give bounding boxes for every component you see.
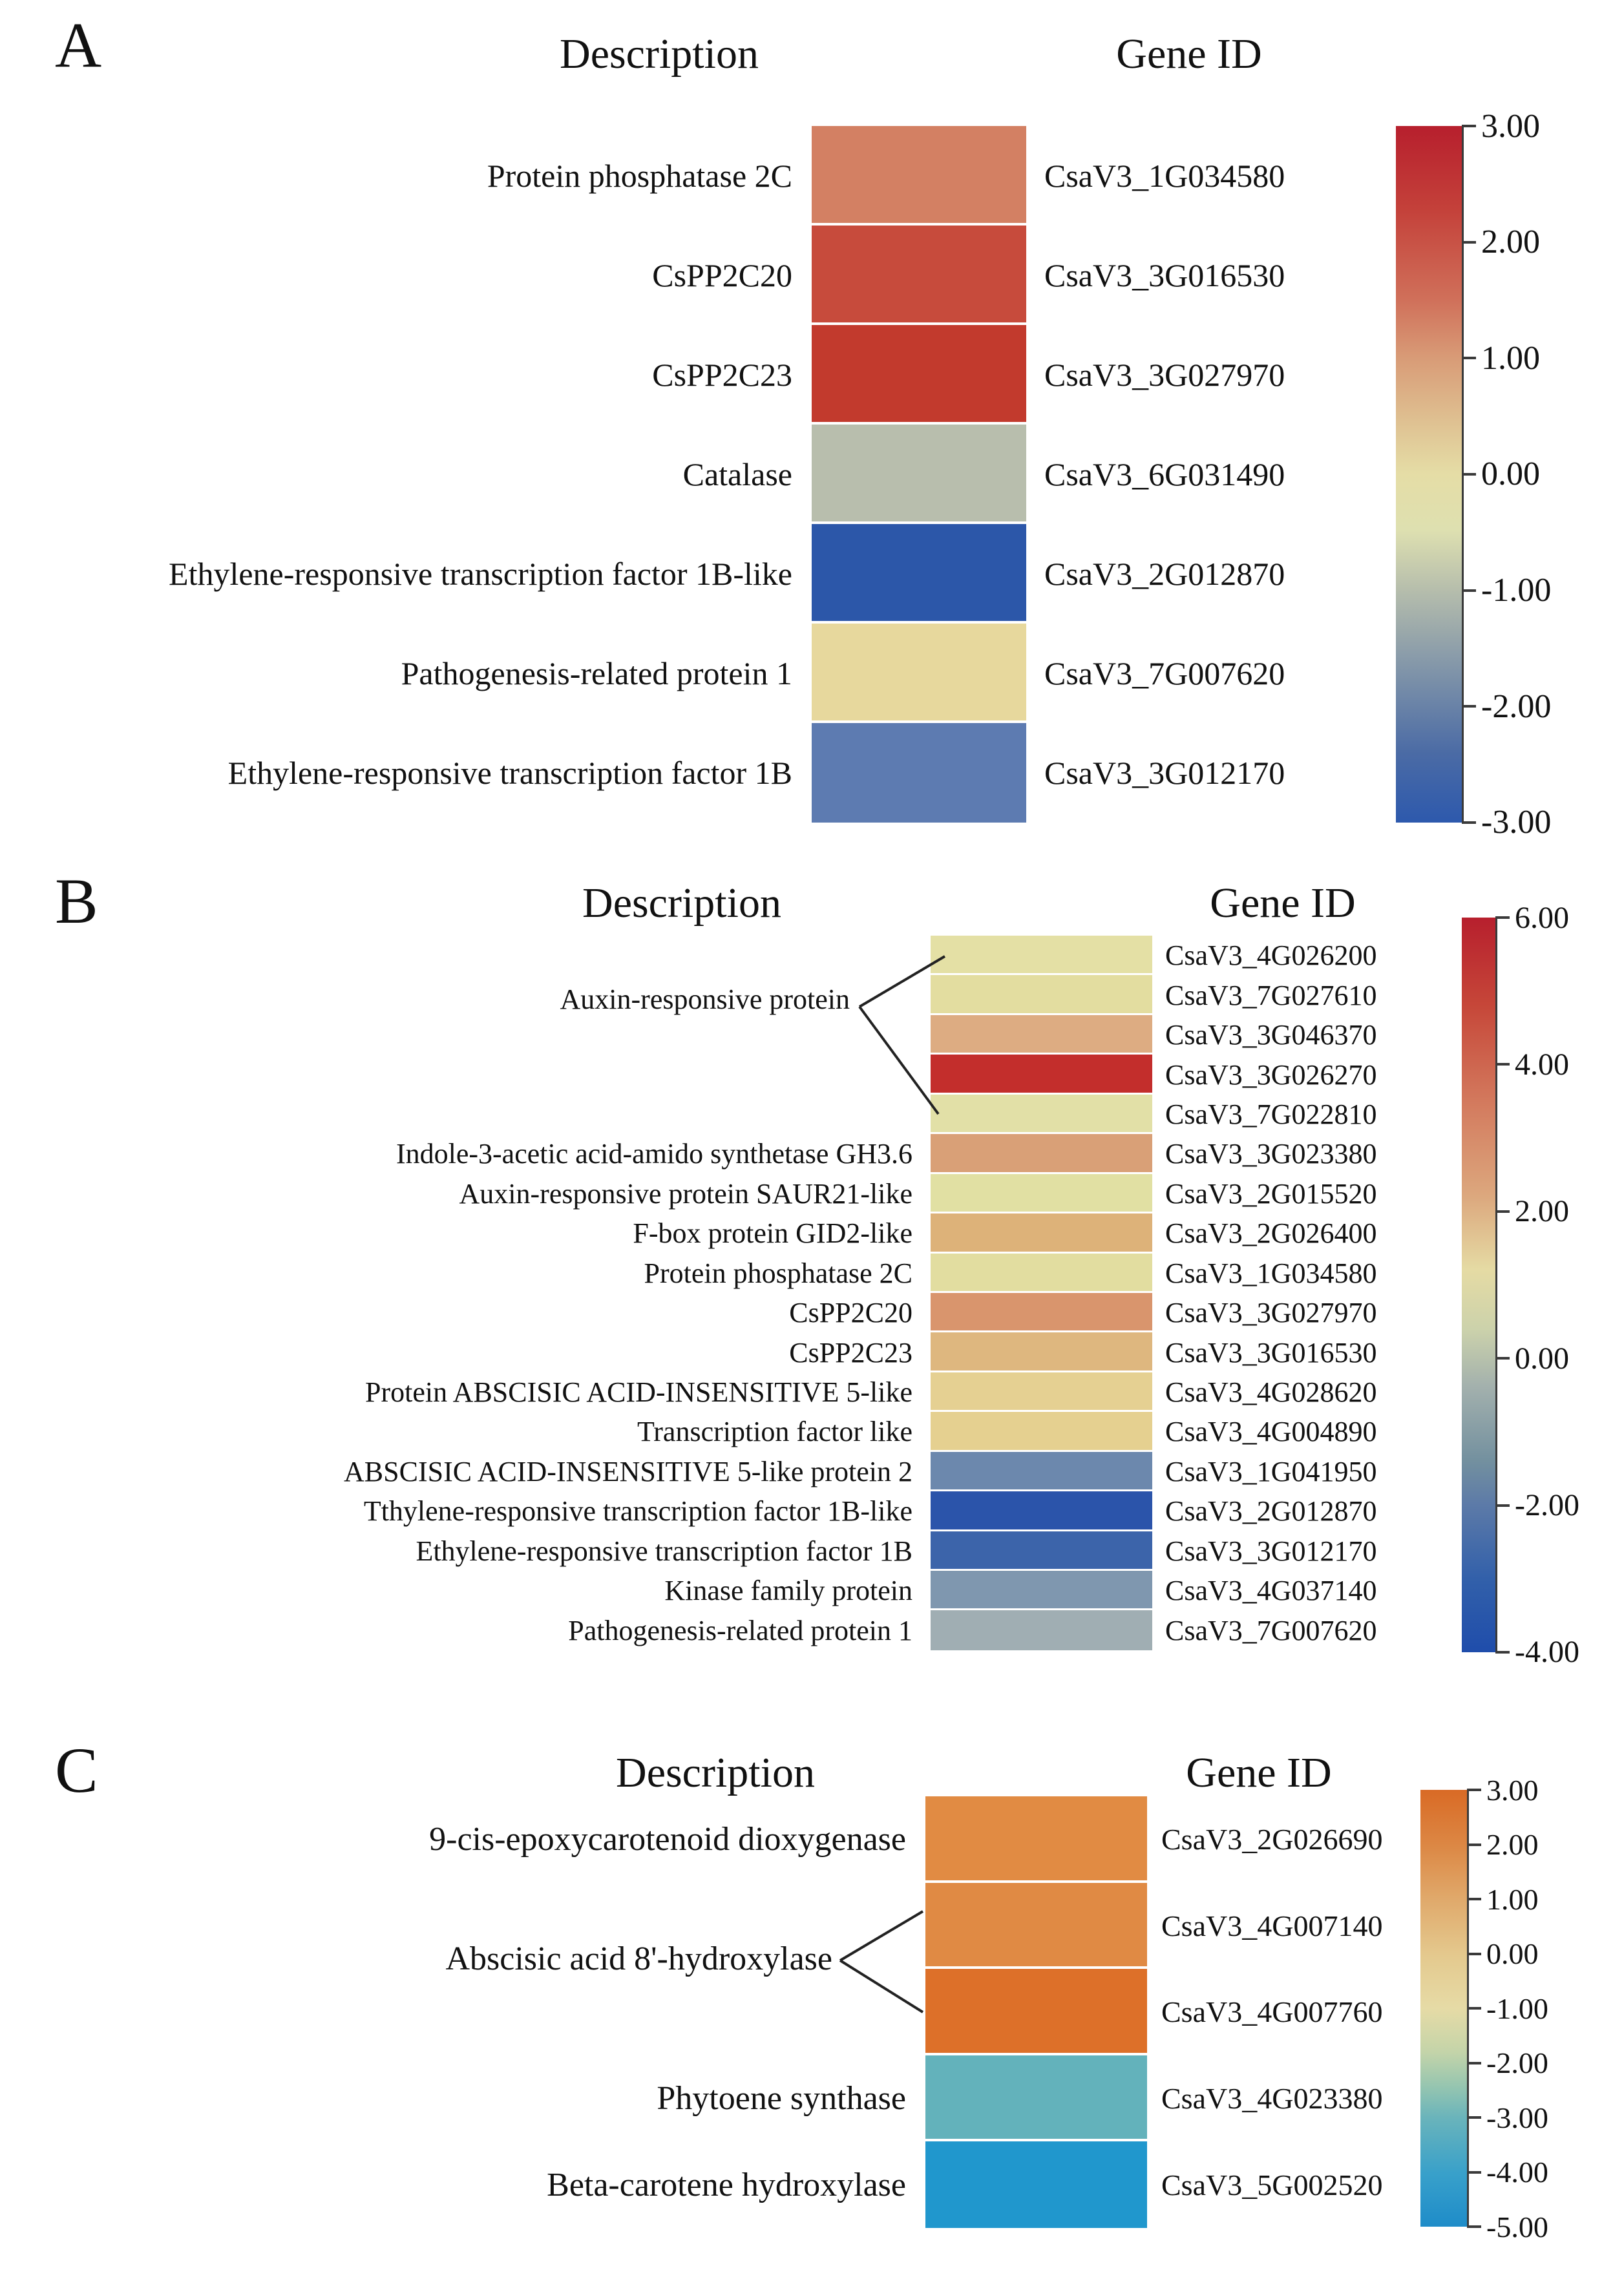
heatmap-row — [0, 1969, 1415, 2055]
panel-c-letter: C — [55, 1734, 98, 1806]
tick-mark — [1495, 916, 1510, 919]
row-description: Protein phosphatase 2C — [644, 1257, 912, 1289]
row-description: Beta-carotene hydroxylase — [547, 2166, 906, 2203]
row-gene-id: CsaV3_7G022810 — [1165, 1098, 1377, 1130]
panel-b-letter: B — [55, 865, 98, 937]
row-gene-id: CsaV3_3G016530 — [1165, 1336, 1377, 1369]
tick-mark — [1467, 2007, 1481, 2010]
heatmap-row — [0, 1134, 1454, 1173]
row-gene-id: CsaV3_4G028620 — [1165, 1376, 1377, 1409]
description-header: Description — [582, 879, 781, 927]
group-bracket-lines — [835, 1901, 927, 2017]
tick-mark — [1467, 1844, 1481, 1846]
row-gene-id: CsaV3_3G046370 — [1165, 1019, 1377, 1051]
tick-label: 2.00 — [1515, 1194, 1569, 1229]
heatmap-row — [0, 936, 1454, 975]
tick-mark — [1467, 1789, 1481, 1791]
row-gene-id: CsaV3_4G023380 — [1161, 2082, 1383, 2116]
heatmap-cell — [931, 1254, 1152, 1293]
row-description: ABSCISIC ACID-INSENSITIVE 5-like protein 2 — [344, 1455, 912, 1487]
tick-mark — [1495, 1210, 1510, 1213]
row-description: CsPP2C20 — [789, 1297, 912, 1329]
tick-label: -2.00 — [1515, 1488, 1579, 1523]
heatmap-cell — [812, 624, 1026, 723]
tick-label: -3.00 — [1481, 804, 1552, 841]
tick-mark — [1467, 2171, 1481, 2174]
row-description: Ethylene-responsive transcription factor 1B — [416, 1535, 912, 1567]
heatmap-row — [0, 226, 1389, 325]
row-gene-id: CsaV3_3G016530 — [1044, 257, 1285, 293]
row-gene-id: CsaV3_1G034580 — [1165, 1257, 1377, 1289]
tick-label: 3.00 — [1486, 1773, 1539, 1807]
row-gene-id: CsaV3_3G027970 — [1044, 357, 1285, 393]
tick-mark — [1462, 821, 1476, 824]
heatmap-cell — [925, 1883, 1147, 1970]
heatmap-row — [0, 1213, 1454, 1253]
row-gene-id: CsaV3_4G037140 — [1165, 1575, 1377, 1607]
row-description: Protein ABSCISIC ACID-INSENSITIVE 5-like — [365, 1376, 912, 1409]
tick-label: -1.00 — [1481, 572, 1552, 609]
tick-mark — [1467, 2225, 1481, 2228]
tick-label: 0.00 — [1486, 1937, 1539, 1970]
tick-mark — [1462, 473, 1476, 476]
colorbar-b — [1462, 900, 1623, 1670]
heatmap-cell — [925, 1969, 1147, 2055]
tick-label: -5.00 — [1486, 2210, 1548, 2243]
row-description: Pathogenesis-related protein 1 — [401, 655, 792, 691]
tick-label: 2.00 — [1486, 1828, 1539, 1861]
tick-label: -2.00 — [1481, 688, 1552, 725]
heatmap-cell — [931, 975, 1152, 1014]
description-header: Description — [616, 1749, 815, 1796]
heatmap-row — [0, 624, 1389, 723]
tick-mark — [1462, 241, 1476, 244]
tick-label: -4.00 — [1486, 2156, 1548, 2189]
row-description: CsPP2C23 — [652, 357, 792, 393]
tick-label: 6.00 — [1515, 900, 1569, 935]
gene-id-header: Gene ID — [1116, 30, 1262, 78]
heatmap-cell — [931, 1055, 1152, 1094]
tick-label: 2.00 — [1481, 224, 1540, 261]
tick-mark — [1467, 1898, 1481, 1900]
tick-mark — [1467, 2116, 1481, 2119]
heatmap-row — [0, 1174, 1454, 1213]
row-gene-id: CsaV3_3G012170 — [1165, 1535, 1377, 1567]
row-description: Indole-3-acetic acid-amido synthetase GH3.6 — [395, 1138, 912, 1170]
row-description: F-box protein GID2-like — [633, 1217, 912, 1250]
tick-mark — [1462, 589, 1476, 592]
heatmap-row — [0, 2055, 1415, 2142]
row-gene-id: CsaV3_4G004890 — [1165, 1416, 1377, 1448]
colorbar-a — [1396, 107, 1609, 841]
heatmap-cell — [931, 1452, 1152, 1491]
heatmap-cell — [925, 1796, 1147, 1883]
heatmap-row — [0, 1610, 1454, 1650]
tick-mark — [1495, 1504, 1510, 1507]
heatmap-cell — [931, 1531, 1152, 1571]
heatmap-row — [0, 1015, 1454, 1055]
heatmap-cell — [931, 1134, 1152, 1173]
heatmap-row — [0, 1571, 1454, 1610]
heatmap-cell — [931, 1610, 1152, 1650]
heatmap-row — [0, 1293, 1454, 1332]
heatmap-cell — [931, 1015, 1152, 1055]
heatmap-row — [0, 2141, 1415, 2228]
heatmap-cell — [931, 1174, 1152, 1213]
row-gene-id: CsaV3_4G026200 — [1165, 940, 1377, 972]
row-description: Catalase — [682, 456, 792, 492]
heatmap-cell — [812, 723, 1026, 823]
row-description: Ethylene-responsive transcription factor 1B — [227, 755, 792, 791]
row-gene-id: CsaV3_2G012870 — [1044, 556, 1285, 592]
heatmap-row — [0, 1452, 1454, 1491]
row-gene-id: CsaV3_3G023380 — [1165, 1138, 1377, 1170]
heatmap-row — [0, 723, 1389, 823]
tick-label: 0.00 — [1515, 1341, 1569, 1376]
tick-mark — [1462, 357, 1476, 359]
heatmap-rows-b — [0, 936, 1454, 1650]
row-description: Auxin-responsive protein SAUR21-like — [459, 1177, 912, 1210]
colorbar-gradient — [1396, 126, 1464, 823]
colorbar-ticks — [1467, 1773, 1548, 2243]
row-gene-id: CsaV3_6G031490 — [1044, 456, 1285, 492]
heatmap-cell — [812, 524, 1026, 624]
heatmap-cell — [925, 2055, 1147, 2142]
heatmap-cell — [931, 1213, 1152, 1253]
heatmap-rows-a — [0, 126, 1389, 823]
heatmap-row — [0, 325, 1389, 425]
heatmap-cell — [931, 1095, 1152, 1134]
tick-mark — [1467, 2062, 1481, 2064]
row-gene-id: CsaV3_1G041950 — [1165, 1455, 1377, 1487]
heatmap-cell — [812, 126, 1026, 226]
heatmap-row — [0, 524, 1389, 624]
colorbar-ticks — [1495, 900, 1579, 1670]
group-bracket-label: Auxin-responsive protein — [560, 983, 850, 1015]
heatmap-row — [0, 1254, 1454, 1293]
tick-label: -1.00 — [1486, 1991, 1548, 2025]
heatmap-row — [0, 1372, 1454, 1412]
heatmap-row — [0, 1095, 1454, 1134]
heatmap-cell — [931, 1293, 1152, 1332]
heatmap-cell — [931, 936, 1152, 975]
colorbar-c — [1420, 1773, 1621, 2243]
heatmap-cell — [925, 2141, 1147, 2228]
colorbar-gradient — [1420, 1790, 1469, 2227]
row-gene-id: CsaV3_1G034580 — [1044, 158, 1285, 194]
heatmap-cell — [931, 1332, 1152, 1372]
colorbar-gradient — [1462, 918, 1497, 1652]
tick-mark — [1495, 1651, 1510, 1654]
heatmap-row — [0, 425, 1389, 524]
row-gene-id: CsaV3_7G007620 — [1165, 1614, 1377, 1646]
heatmap-cell — [812, 226, 1026, 325]
row-description: Ethylene-responsive transcription factor 1B-like — [169, 556, 792, 592]
gene-id-header: Gene ID — [1186, 1749, 1332, 1796]
row-gene-id: CsaV3_4G007760 — [1161, 1995, 1383, 2029]
heatmap-row — [0, 1412, 1454, 1451]
description-header: Description — [560, 30, 759, 78]
row-gene-id: CsaV3_7G007620 — [1044, 655, 1285, 691]
tick-label: -3.00 — [1486, 2101, 1548, 2134]
group-bracket-label: Abscisic acid 8'-hydroxylase — [445, 1940, 832, 1977]
row-description: Transcription factor like — [637, 1416, 912, 1448]
heatmap-cell — [931, 1372, 1152, 1412]
row-gene-id: CsaV3_5G002520 — [1161, 2168, 1383, 2201]
heatmap-row — [0, 1055, 1454, 1094]
group-bracket-lines — [854, 947, 948, 1119]
tick-label: 0.00 — [1481, 456, 1540, 493]
panel-a-letter: A — [55, 9, 102, 81]
heatmap-row — [0, 1332, 1454, 1372]
row-gene-id: CsaV3_7G027610 — [1165, 979, 1377, 1011]
heatmap-row — [0, 126, 1389, 226]
heatmap-rows-c — [0, 1796, 1415, 2228]
heatmap-row — [0, 1531, 1454, 1571]
heatmap-cell — [812, 425, 1026, 524]
row-description: Kinase family protein — [664, 1575, 912, 1607]
heatmap-cell — [931, 1491, 1152, 1531]
row-gene-id: CsaV3_2G026400 — [1165, 1217, 1377, 1250]
colorbar-ticks — [1462, 107, 1552, 841]
tick-label: -2.00 — [1486, 2046, 1548, 2079]
tick-label: 3.00 — [1481, 107, 1540, 145]
gene-id-header: Gene ID — [1210, 879, 1356, 927]
heatmap-row — [0, 1796, 1415, 1883]
row-gene-id: CsaV3_3G027970 — [1165, 1297, 1377, 1329]
row-description: 9-cis-epoxycarotenoid dioxygenase — [429, 1821, 906, 1858]
tick-mark — [1467, 1953, 1481, 1955]
row-gene-id: CsaV3_3G012170 — [1044, 755, 1285, 791]
row-description: Pathogenesis-related protein 1 — [568, 1614, 912, 1646]
row-gene-id: CsaV3_4G007140 — [1161, 1909, 1383, 1942]
row-description: Tthylene-responsive transcription factor 1B-like — [363, 1495, 912, 1528]
row-gene-id: CsaV3_2G015520 — [1165, 1177, 1377, 1210]
tick-mark — [1495, 1357, 1510, 1360]
tick-mark — [1495, 1063, 1510, 1066]
row-description: Protein phosphatase 2C — [487, 158, 792, 194]
tick-label: 1.00 — [1486, 1882, 1539, 1916]
tick-label: 1.00 — [1481, 339, 1540, 377]
heatmap-cell — [812, 325, 1026, 425]
heatmap-row — [0, 1491, 1454, 1531]
row-gene-id: CsaV3_3G026270 — [1165, 1058, 1377, 1091]
tick-label: -4.00 — [1515, 1635, 1579, 1670]
heatmap-cell — [931, 1412, 1152, 1451]
row-description: CsPP2C20 — [652, 257, 792, 293]
row-description: Phytoene synthase — [657, 2080, 906, 2117]
tick-mark — [1462, 125, 1476, 127]
tick-mark — [1462, 705, 1476, 708]
row-gene-id: CsaV3_2G012870 — [1165, 1495, 1377, 1528]
heatmap-cell — [931, 1571, 1152, 1610]
row-gene-id: CsaV3_2G026690 — [1161, 1823, 1383, 1856]
row-description: CsPP2C23 — [789, 1336, 912, 1369]
tick-label: 4.00 — [1515, 1047, 1569, 1082]
